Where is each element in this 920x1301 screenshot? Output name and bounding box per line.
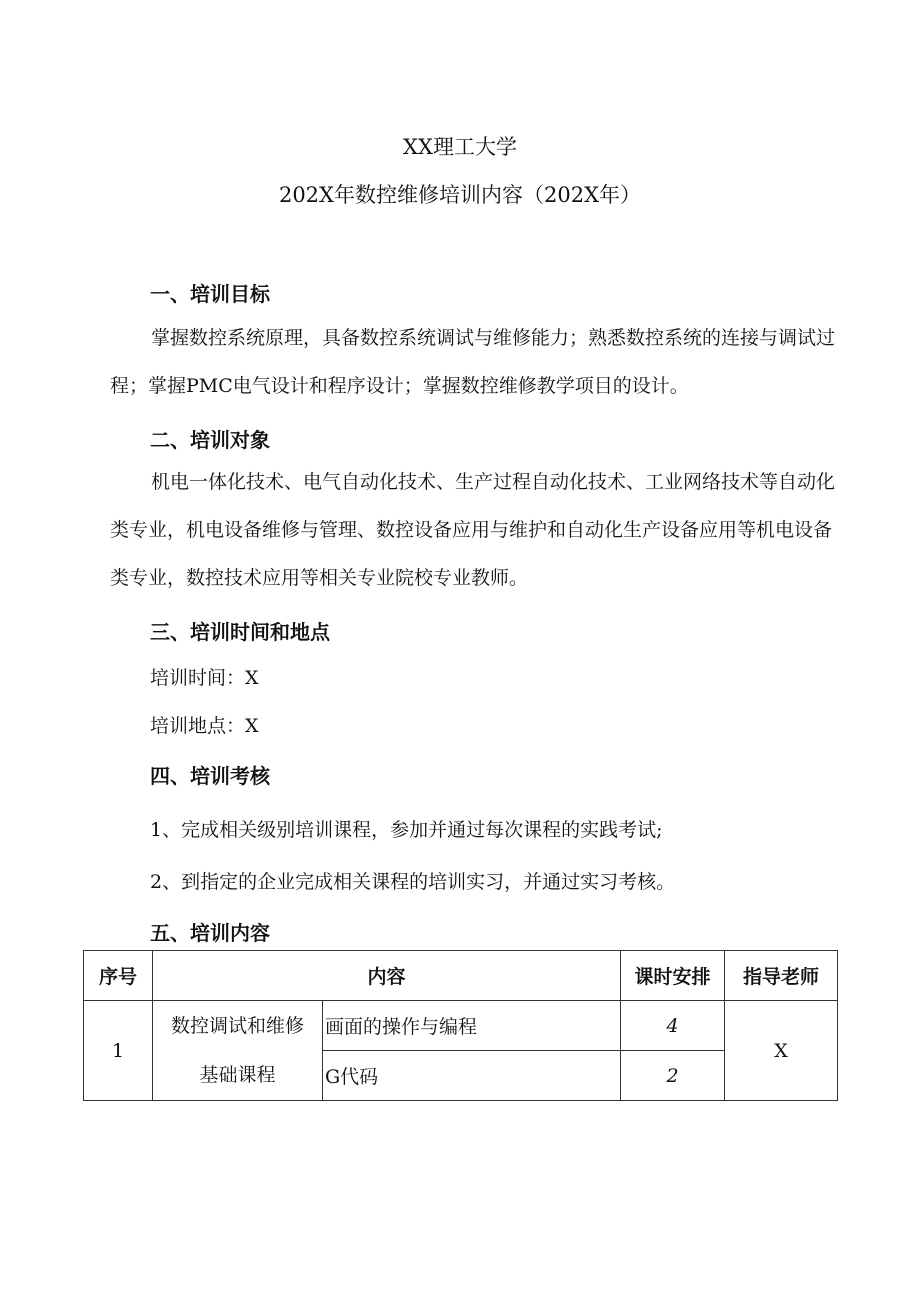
section-heading-audience: 二、培训对象 bbox=[150, 428, 270, 452]
section-text-audience bbox=[110, 458, 840, 602]
table-header-row bbox=[84, 951, 838, 1001]
section-heading-time-place: 三、培训时间和地点 bbox=[150, 620, 330, 644]
training-content-table bbox=[83, 950, 838, 1101]
section-heading-content: 五、培训内容 bbox=[150, 921, 270, 945]
course-name-cell bbox=[153, 1001, 323, 1101]
header-index: 序号 bbox=[84, 951, 153, 1001]
goal-paragraph: 掌握数控系统原理，具备数控系统调试与维修能力；熟悉数控系统的连接与调试过程；掌握PMC电气设计和程序设计；掌握数控维修教学项目的设计。 bbox=[110, 327, 836, 397]
document-title: 202X年数控维修培训内容（202X年） bbox=[278, 183, 642, 207]
training-place: 培训地点：X bbox=[150, 715, 259, 737]
audience-paragraph: 机电一体化技术、电气自动化技术、生产过程自动化技术、工业网络技术等自动化类专业，机电设备维修与管理、数控设备应用与维护和自动化生产设备应用等机电设备类专业，数控技术应用等相关专业院校专业教师。 bbox=[110, 471, 836, 589]
topic-hours: 4 bbox=[621, 1001, 725, 1051]
topic-name: G代码 bbox=[323, 1051, 621, 1101]
assessment-item-2: 2、到指定的企业完成相关课程的培训实习，并通过实习考核。 bbox=[150, 871, 676, 893]
training-time: 培训时间：X bbox=[150, 667, 259, 689]
topic-name: 画面的操作与编程 bbox=[323, 1001, 621, 1051]
section-heading-assessment: 四、培训考核 bbox=[150, 764, 270, 788]
teacher-cell: X bbox=[725, 1001, 838, 1101]
header-content: 内容 bbox=[153, 951, 621, 1001]
row-index: 1 bbox=[84, 1001, 153, 1101]
course-name-line-2: 基础课程 bbox=[199, 1063, 276, 1086]
course-name-line-1: 数控调试和维修 bbox=[170, 1014, 304, 1037]
assessment-item-1: 1、完成相关级别培训课程，参加并通过每次课程的实践考试; bbox=[150, 819, 663, 841]
header-hours: 课时安排 bbox=[621, 951, 725, 1001]
header-teacher: 指导老师 bbox=[725, 951, 838, 1001]
table-row bbox=[84, 1001, 838, 1051]
university-name: XX理工大学 bbox=[403, 135, 517, 159]
topic-hours: 2 bbox=[621, 1051, 725, 1101]
section-text-goal bbox=[110, 314, 840, 410]
section-heading-goal: 一、培训目标 bbox=[150, 282, 270, 306]
